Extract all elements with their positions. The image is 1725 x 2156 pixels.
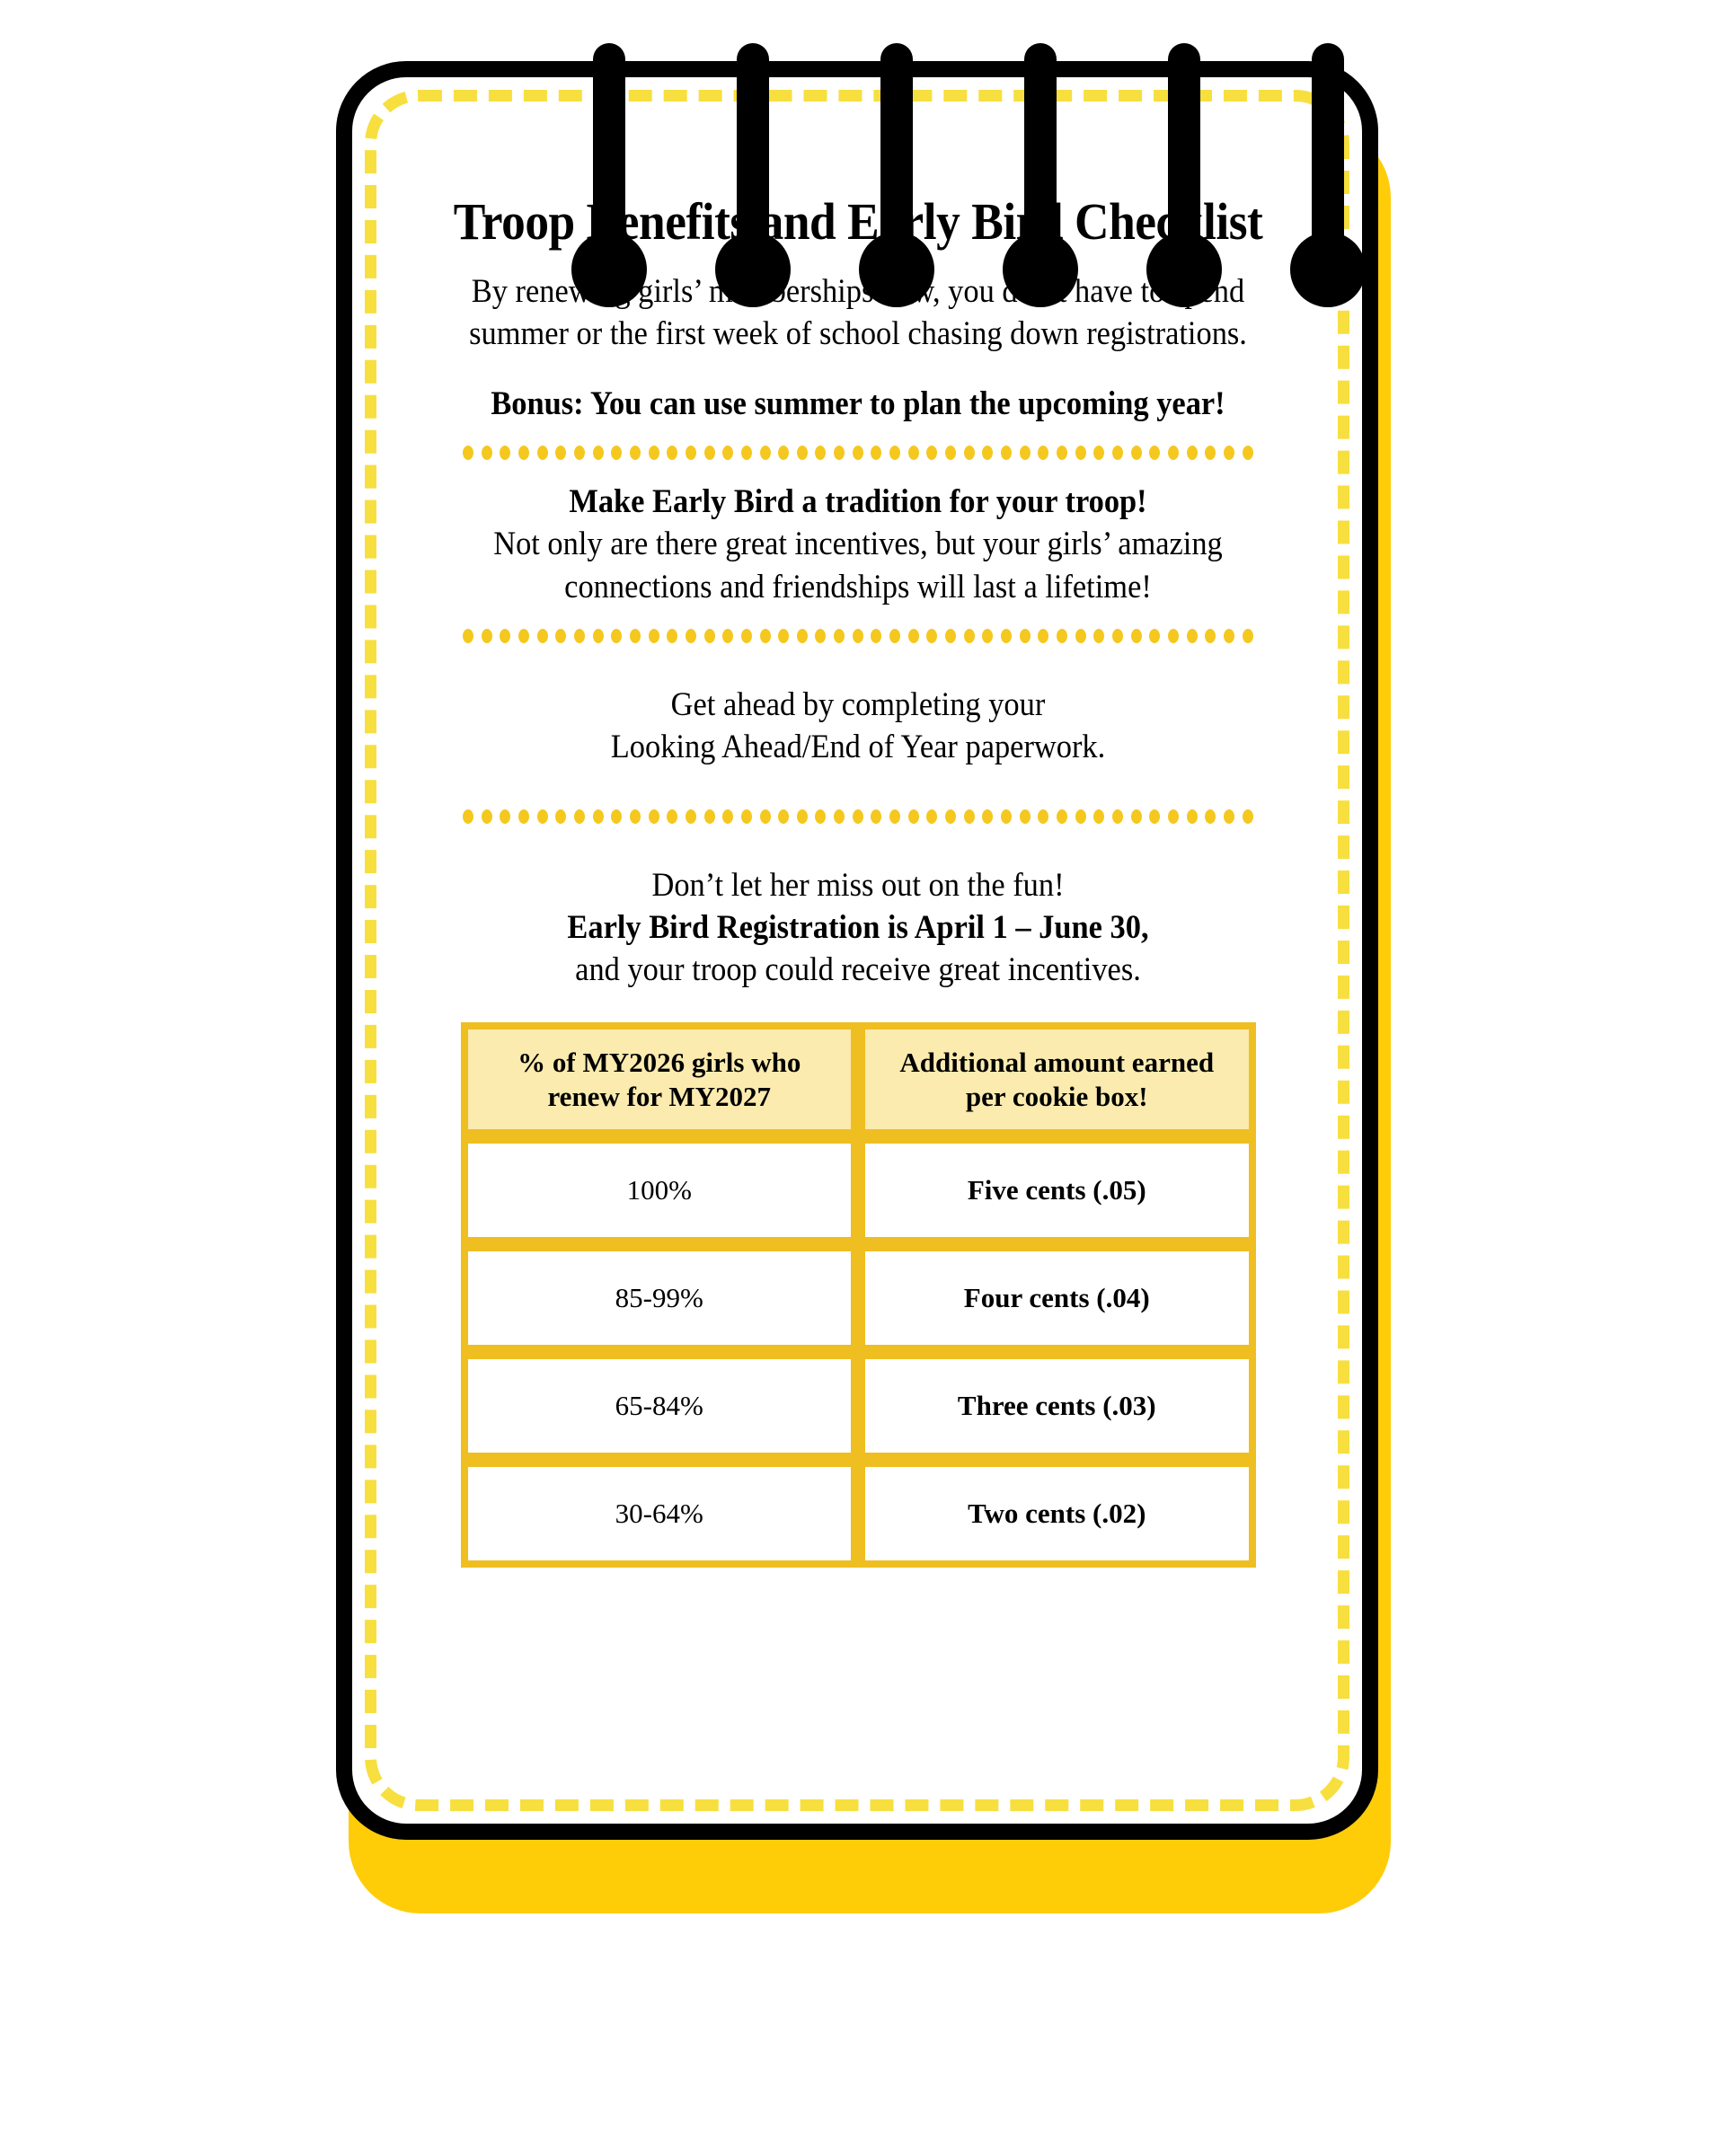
- table-cell-percent: 65-84%: [461, 1352, 859, 1460]
- divider-dot: [926, 809, 937, 824]
- divider-dot: [982, 446, 993, 460]
- dotted-divider-3: [463, 803, 1253, 830]
- divider-dot: [611, 809, 622, 824]
- intro-line-1: By renewing girls’ memberships now, you don’t have to spend: [471, 272, 1245, 310]
- divider-dot: [649, 809, 659, 824]
- divider-dot: [1038, 629, 1048, 643]
- table-header-amount-line2: per cookie box!: [965, 1080, 1148, 1112]
- incentives-table: [461, 1022, 1256, 1568]
- divider-dot: [982, 809, 993, 824]
- divider-dot: [630, 809, 641, 824]
- divider-dot: [593, 446, 604, 460]
- divider-dot: [760, 809, 771, 824]
- divider-dot: [518, 629, 529, 643]
- divider-dot: [482, 629, 492, 643]
- bonus-line: Bonus: You can use summer to plan the upcoming year!: [491, 384, 1225, 422]
- divider-dot: [667, 446, 677, 460]
- section2-line-1: Not only are there great incentives, but your girls’ amazing: [493, 526, 1223, 563]
- divider-dot: [722, 446, 733, 460]
- table-row: [461, 1352, 1256, 1460]
- divider-dot: [1149, 629, 1160, 643]
- section3-line-1: Get ahead by completing your: [670, 685, 1046, 723]
- table-cell-percent: 30-64%: [461, 1460, 859, 1568]
- divider-dot: [1001, 809, 1012, 824]
- divider-dot: [853, 809, 863, 824]
- divider-dot: [926, 629, 937, 643]
- divider-dot: [593, 629, 604, 643]
- divider-dot: [797, 809, 808, 824]
- divider-dot: [722, 629, 733, 643]
- divider-dot: [741, 809, 752, 824]
- divider-dot: [853, 629, 863, 643]
- divider-dot: [1057, 629, 1067, 643]
- divider-dot: [1168, 809, 1179, 824]
- divider-dot: [1112, 809, 1123, 824]
- table-header-row: [461, 1022, 1256, 1137]
- divider-dot: [1187, 446, 1198, 460]
- divider-dot: [982, 629, 993, 643]
- divider-dot: [500, 629, 510, 643]
- divider-dot: [908, 629, 919, 643]
- divider-dot: [1224, 809, 1234, 824]
- divider-dot: [1243, 446, 1253, 460]
- divider-dot: [518, 809, 529, 824]
- table-head: [461, 1022, 1256, 1137]
- divider-dot: [704, 629, 715, 643]
- divider-dot: [1001, 446, 1012, 460]
- divider-dot: [1168, 446, 1179, 460]
- divider-dot: [889, 629, 900, 643]
- divider-dot: [1187, 629, 1198, 643]
- divider-dot: [1057, 809, 1067, 824]
- divider-dot: [482, 809, 492, 824]
- table-header-percent-line2: renew for MY2027: [547, 1080, 771, 1112]
- divider-dot: [815, 809, 826, 824]
- divider-dot: [1020, 629, 1031, 643]
- divider-dot: [686, 809, 696, 824]
- table-cell-percent: 100%: [461, 1136, 859, 1244]
- divider-dot: [834, 629, 845, 643]
- divider-dot: [815, 446, 826, 460]
- divider-dot: [908, 809, 919, 824]
- section4-line-1: Don’t let her miss out on the fun!: [651, 866, 1065, 904]
- divider-dot: [1131, 629, 1142, 643]
- divider-dot: [537, 809, 548, 824]
- divider-dot: [649, 446, 659, 460]
- divider-dot: [463, 629, 473, 643]
- incentives-table-wrapper: [461, 1022, 1256, 1568]
- divider-dot: [797, 629, 808, 643]
- section2-line-2: connections and friendships will last a lifetime!: [564, 568, 1152, 605]
- divider-dot: [574, 629, 585, 643]
- divider-dot: [741, 629, 752, 643]
- divider-dot: [1112, 446, 1123, 460]
- section2-heading: Make Early Bird a tradition for your troop!: [569, 482, 1147, 520]
- divider-dot: [871, 809, 881, 824]
- divider-dot: [555, 809, 566, 824]
- table-cell-amount: Five cents (.05): [858, 1136, 1256, 1244]
- divider-dot: [1131, 446, 1142, 460]
- divider-dot: [1093, 629, 1104, 643]
- divider-dot: [686, 446, 696, 460]
- divider-dot: [518, 446, 529, 460]
- divider-dot: [964, 809, 975, 824]
- intro-line-2: summer or the first week of school chasing down registrations.: [469, 315, 1247, 353]
- divider-dot: [1205, 809, 1216, 824]
- divider-dot: [853, 446, 863, 460]
- flyer-page: [305, 0, 1420, 2156]
- divider-dot: [1168, 629, 1179, 643]
- table-cell-amount: Three cents (.03): [858, 1352, 1256, 1460]
- divider-dot: [1112, 629, 1123, 643]
- divider-dot: [1224, 629, 1234, 643]
- divider-dot: [908, 446, 919, 460]
- divider-dot: [1205, 446, 1216, 460]
- divider-dot: [667, 809, 677, 824]
- divider-dot: [649, 629, 659, 643]
- divider-dot: [1243, 629, 1253, 643]
- divider-dot: [778, 809, 789, 824]
- divider-dot: [778, 446, 789, 460]
- divider-dot: [1093, 809, 1104, 824]
- divider-dot: [611, 629, 622, 643]
- divider-dot: [1038, 446, 1048, 460]
- divider-dot: [630, 629, 641, 643]
- section4-line-2: Early Bird Registration is April 1 – June 30,: [567, 909, 1149, 947]
- divider-dot: [1224, 446, 1234, 460]
- divider-dot: [555, 629, 566, 643]
- divider-dot: [760, 629, 771, 643]
- page-title: Troop Benefits and Early Bird Checklist: [453, 192, 1263, 251]
- divider-dot: [1038, 809, 1048, 824]
- divider-dot: [1057, 446, 1067, 460]
- divider-dot: [537, 629, 548, 643]
- divider-dot: [871, 629, 881, 643]
- divider-dot: [1001, 629, 1012, 643]
- divider-dot: [871, 446, 881, 460]
- table-body: [461, 1136, 1256, 1568]
- divider-dot: [704, 446, 715, 460]
- divider-dot: [1020, 446, 1031, 460]
- divider-dot: [630, 446, 641, 460]
- divider-dot: [704, 809, 715, 824]
- divider-dot: [1093, 446, 1104, 460]
- table-cell-amount: Two cents (.02): [858, 1460, 1256, 1568]
- divider-dot: [1075, 809, 1086, 824]
- divider-dot: [1149, 446, 1160, 460]
- divider-dot: [889, 809, 900, 824]
- table-row: [461, 1244, 1256, 1352]
- divider-dot: [1075, 629, 1086, 643]
- table-row: [461, 1136, 1256, 1244]
- divider-dot: [945, 809, 956, 824]
- divider-dot: [611, 446, 622, 460]
- divider-dot: [593, 809, 604, 824]
- divider-dot: [926, 446, 937, 460]
- divider-dot: [741, 446, 752, 460]
- divider-dot: [1020, 809, 1031, 824]
- divider-dot: [760, 446, 771, 460]
- divider-dot: [482, 446, 492, 460]
- flyer-content: [404, 193, 1312, 1568]
- divider-dot: [834, 446, 845, 460]
- table-header-amount-line1: Additional amount earned: [899, 1046, 1215, 1078]
- divider-dot: [815, 629, 826, 643]
- table-header-percent-line1: % of MY2026 girls who: [518, 1046, 801, 1078]
- divider-dot: [945, 446, 956, 460]
- table-cell-percent: 85-99%: [461, 1244, 859, 1352]
- divider-dot: [574, 809, 585, 824]
- divider-dot: [555, 446, 566, 460]
- divider-dot: [667, 629, 677, 643]
- divider-dot: [686, 629, 696, 643]
- divider-dot: [1131, 809, 1142, 824]
- divider-dot: [834, 809, 845, 824]
- divider-dot: [1205, 629, 1216, 643]
- table-row: [461, 1460, 1256, 1568]
- section3-line-2: Looking Ahead/End of Year paperwork.: [610, 729, 1106, 766]
- table-header-percent: [461, 1022, 859, 1137]
- divider-dot: [500, 809, 510, 824]
- table-cell-amount: Four cents (.04): [858, 1244, 1256, 1352]
- dotted-divider-2: [463, 623, 1253, 649]
- section4-line-3: and your troop could receive great incentives.: [575, 951, 1141, 989]
- divider-dot: [500, 446, 510, 460]
- divider-dot: [778, 629, 789, 643]
- divider-dot: [964, 629, 975, 643]
- dotted-divider-1: [463, 439, 1253, 466]
- divider-dot: [537, 446, 548, 460]
- divider-dot: [463, 809, 473, 824]
- divider-dot: [964, 446, 975, 460]
- divider-dot: [945, 629, 956, 643]
- divider-dot: [1243, 809, 1253, 824]
- divider-dot: [889, 446, 900, 460]
- divider-dot: [722, 809, 733, 824]
- divider-dot: [1149, 809, 1160, 824]
- table-header-amount: [858, 1022, 1256, 1137]
- divider-dot: [1075, 446, 1086, 460]
- divider-dot: [1187, 809, 1198, 824]
- divider-dot: [574, 446, 585, 460]
- divider-dot: [797, 446, 808, 460]
- divider-dot: [463, 446, 473, 460]
